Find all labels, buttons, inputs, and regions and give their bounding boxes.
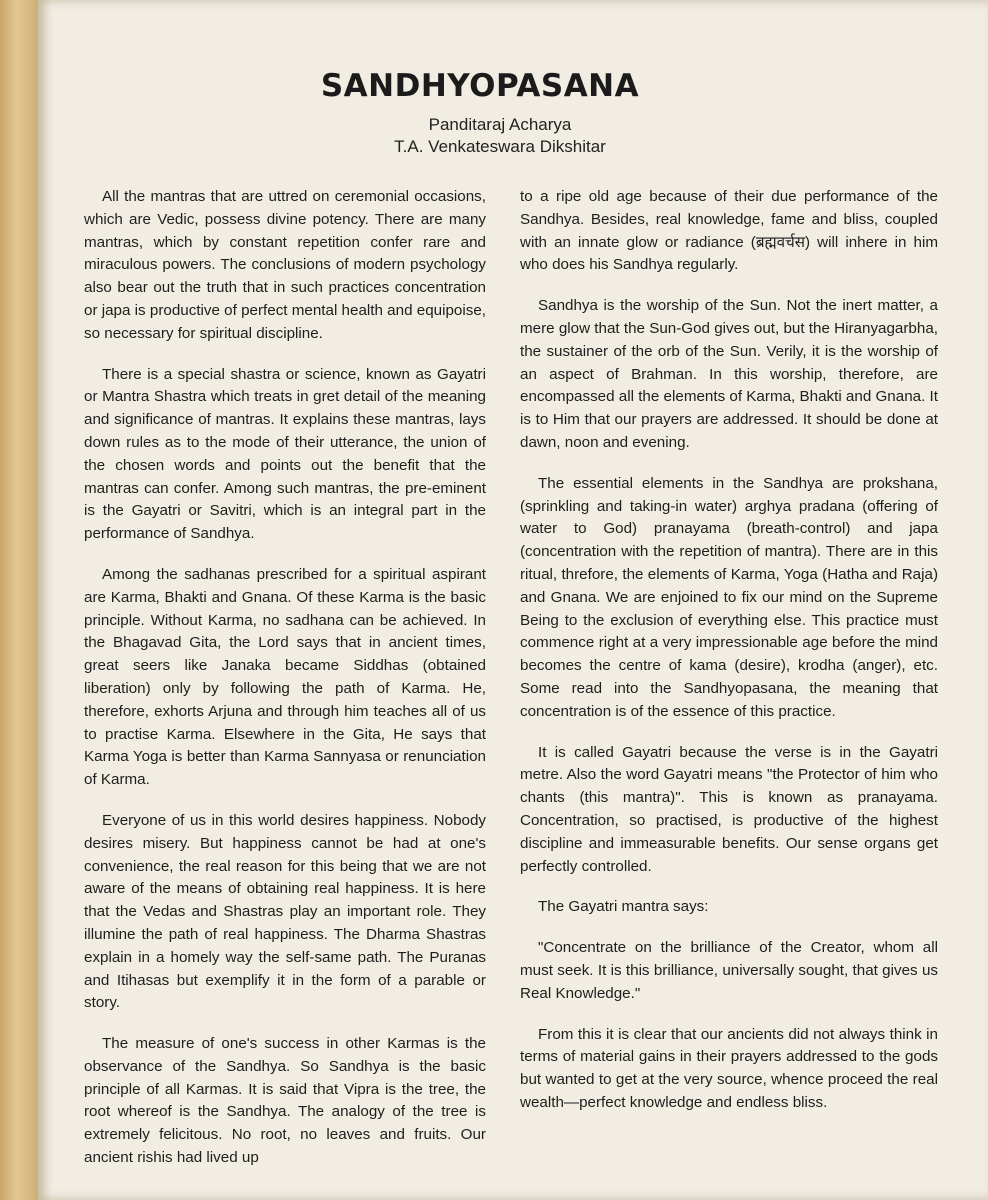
paragraph: Sandhya is the worship of the Sun. Not the inert matter, a mere glow that the Sun-God gives out, but the Hiranyagarbha, the sustainer of the orb of the Sun. Verily, it is the worship of an aspect of Brahman. In this worship, therefore, are encompassed all the elements of Karma, Bhakti and Gnana. It is to Him that our prayers are addressed. It should be done at dawn, noon and evening. [520, 297, 938, 451]
quoted-mantra: "Concentrate on the brilliance of the Creator, whom all must seek. It is this brilliance, universally sought, that gives us Real Knowledge." [520, 939, 938, 1002]
article-title: SANDHYOPASANA [320, 68, 640, 104]
author-name: T.A. Venkateswara Dikshitar [394, 137, 606, 156]
author-block [300, 114, 700, 158]
paragraph: The measure of one's success in other Karmas is the observance of the Sandhya. So Sandhya is the basic principle of all Karmas. It is said that Vipra is the tree, the root whereof is the Sandhya. The analogy of the tree is extremely felicitous. No root, no leaves and fruits. Our ancient rishis had lived up [84, 1035, 486, 1167]
paragraph: All the mantras that are uttred on ceremonial occasions, which are Vedic, possess divine potency. There are many mantras, which by constant repetition confer rare and miraculous powers. The conclusions of modern psychology also bear out the truth that in such practices concentration or japa is productive of perfect mental health and equipoise, so necessary for spiritual discipline. [84, 188, 486, 342]
paragraph: Among the sadhanas prescribed for a spiritual aspirant are Karma, Bhakti and Gnana. Of these Karma is the basic principle. Without Karma, no sadhana can be achieved. In the Bhagavad Gita, the Lord says that in ancient times, great seers like Janaka became Siddhas (obtained liberation) only by following the path of Karma. He, therefore, exhorts Arjuna and through him teaches all of us to practise Karma. Elsewhere in the Gita, He says that Karma Yoga is better than Karma Sannyasa or renunciation of Karma. [84, 565, 486, 789]
paragraph: There is a special shastra or science, known as Gayatri or Mantra Shastra which treats in gret detail of the meaning and significance of mantras. It explains these mantras, lays down rules as to the mode of their utterance, the union of the chosen words and points out the benefit that the mantras can confer. Among such mantras, the pre-eminent is the Gayatri or Savitri, which is an integral part in the performance of Sandhya. [84, 365, 486, 543]
author-name: Panditaraj Acharya [428, 115, 572, 134]
left-text-column [84, 186, 486, 1188]
paragraph: The Gayatri mantra says: [538, 898, 709, 916]
paragraph: Everyone of us in this world desires happiness. Nobody desires misery. But happiness cannot be had at one's convenience, the real reason for this being that we are not aware of the means of obtaining real happiness. It is here that the Vedas and Shastras play an important role. They illumine the path of real happiness. The Dharma Shastras explain in a homely way the self-same path. The Puranas and Itihasas but exemplify it in the form of a parable or story. [84, 811, 486, 1012]
paragraph: It is called Gayatri because the verse is in the Gayatri metre. Also the word Gayatri means "the Protector of him who chants (this mantra)". This is known as pranayama. Concentration, so practised, is productive of the highest discipline and immeasurable benefits. Our sense organs get perfectly controlled. [520, 743, 938, 875]
right-text-column [520, 186, 938, 1133]
paragraph: From this it is clear that our ancients did not always think in terms of material gains in their prayers addressed to the gods but wanted to get at the very source, whence proceed the real wealth—perfect knowledge and endless bliss. [520, 1025, 938, 1111]
paragraph: The essential elements in the Sandhya are prokshana, (sprinkling and taking-in water) arghya pradana (offering of water to God) pranayama (breath-control) and japa (concentration with the repetition of mantra). There are in this ritual, threfore, the elements of Karma, Yoga (Hatha and Raja) and Gnana. We are enjoined to fix our mind on the Supreme Being to the exclusion of everything else. This practice must commence right at a very impressionable age before the mind becomes the centre of kama (desire), krodha (anger), etc. Some read into the Sandhyopasana, the meaning that concentration is of the essence of this practice. [520, 474, 938, 720]
book-page-edge [0, 0, 38, 1200]
paragraph: to a ripe old age because of their due performance of the Sandhya. Besides, real knowledge, fame and bliss, coupled with an innate glow or radiance (ब्रह्मवर्चस) will inhere in him who does his Sandhya regularly. [520, 188, 938, 274]
